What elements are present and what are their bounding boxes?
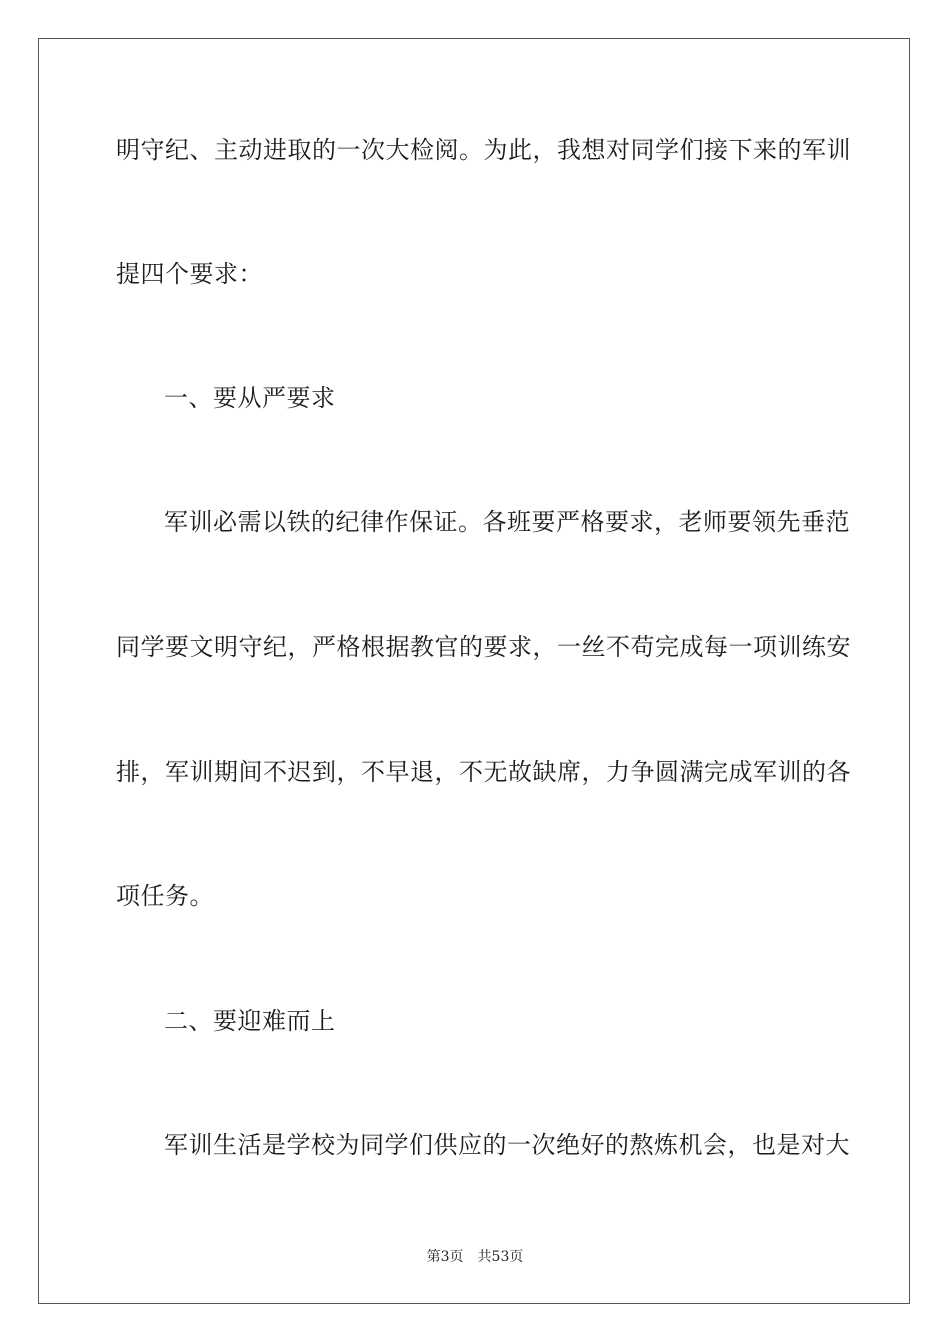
section-heading: 二、要迎难而上	[164, 1007, 336, 1035]
body-text-line: 同学要文明守纪，严格根据教官的要求，一丝不苟完成每一项训练安	[116, 633, 851, 661]
body-text-line: 项任务。	[116, 882, 214, 910]
page-frame	[38, 38, 910, 1304]
section-heading: 一、要从严要求	[164, 384, 336, 412]
body-text-line: 军训必需以铁的纪律作保证。各班要严格要求，老师要领先垂范	[164, 508, 850, 536]
body-text-line: 排，军训期间不迟到，不早退，不无故缺席，力争圆满完成军训的各	[116, 758, 851, 786]
page-number: 第3页	[426, 1249, 464, 1265]
body-text-line: 明守纪、主动进取的一次大检阅。为此，我想对同学们接下来的军训	[116, 136, 851, 164]
page-total: 共53页	[477, 1249, 524, 1265]
page-footer	[0, 1248, 950, 1266]
body-text-line: 军训生活是学校为同学们供应的一次绝好的熬炼机会，也是对大	[164, 1131, 850, 1159]
body-text-line: 提四个要求：	[116, 260, 263, 288]
